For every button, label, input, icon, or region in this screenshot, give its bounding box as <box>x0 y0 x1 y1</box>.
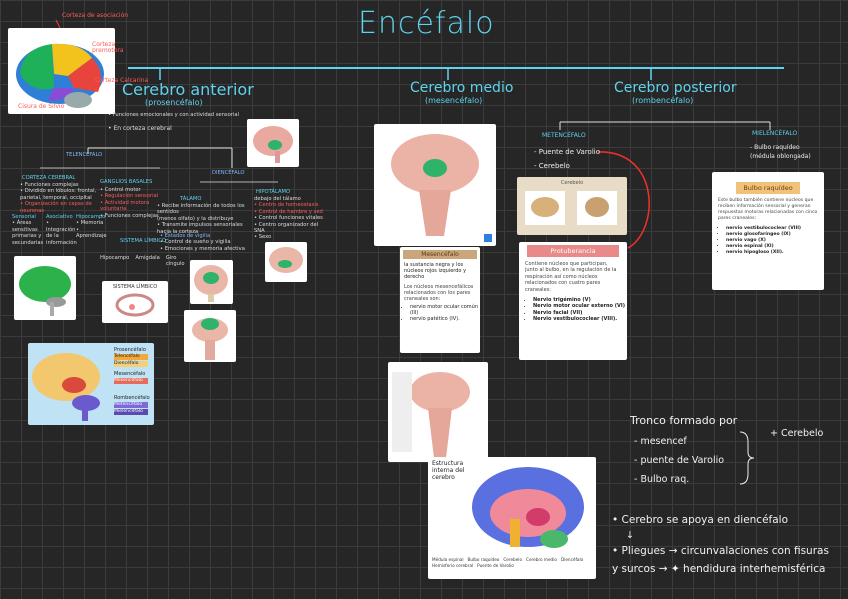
limbic-illustration <box>102 289 168 323</box>
mesencefalo-card-title: Mesencéfalo <box>403 250 477 259</box>
estructura-legend-item: Puente de Varolio <box>477 563 514 568</box>
sub-item: de la información <box>46 233 77 246</box>
sub-item: • Áreas sensitivas <box>12 220 38 233</box>
hipotalamo-item: • Control de hambre y sed <box>254 208 323 215</box>
cerebro-medio-title: Cerebro medio <box>410 80 514 96</box>
mesencefalo-card <box>400 247 480 353</box>
thalamus-image <box>190 260 233 304</box>
hipotalamo-item: • Centro organizador del SNA <box>254 221 319 235</box>
sub-list-c <box>76 214 108 240</box>
mesencephalon-image <box>374 124 496 246</box>
mesencefalo-card-p2: Los núcleos mesencefálicos relacionados con los pares craneales son: <box>404 284 474 302</box>
cerebro-posterior-subtitle: (rombencéfalo) <box>632 96 694 105</box>
telencefalo-heading: TELENCÉFALO <box>66 152 103 158</box>
bulbo-card <box>712 172 824 290</box>
talamo-extra-list <box>160 233 250 252</box>
bottom-note-2: • Pliegues → circunvalaciones con fisuras <box>612 545 829 557</box>
brain-sagittal-illustration <box>247 119 299 167</box>
protuberancia-item: • Nervio facial (VII) <box>533 310 627 316</box>
brainstem-image <box>388 362 488 462</box>
legend-prosencefalo: Prosencéfalo <box>114 347 146 353</box>
thalamus-illustration <box>190 260 233 304</box>
brain-divisions-image <box>28 343 154 425</box>
bulbo-list <box>726 226 824 256</box>
estructura-legend-item: Cerebelo <box>503 557 523 562</box>
hipotalamo-item: debajo del tálamo <box>254 196 301 202</box>
sub-item: Asociativo <box>46 214 73 220</box>
corteza-item: • Funciones complejas <box>20 182 79 188</box>
corteza-heading: CORTEZA CEREBRAL <box>22 175 76 181</box>
diencephalon-illustration <box>184 310 236 362</box>
cerebelo-illustration <box>517 185 627 235</box>
tronco-item: - Bulbo raq. <box>634 474 690 485</box>
mesencefalo-card-list <box>410 304 480 322</box>
bulbo-item: • nervio glosofaríngeo (IX) <box>726 232 824 238</box>
protuberancia-text: Contiene núcleos que participan, junto al bulbo, en la regulación de la respiración así como núcleos relacionados con cuatro pares craneales: <box>525 261 617 293</box>
bulbo-text: Este bulbo también contiene núcleos que reciben información sensorial y generan respuestas motoras relacionadas con cinco pares craneales: <box>718 198 818 221</box>
mesencephalon-illustration <box>374 124 496 246</box>
bottom-arrow: ↓ <box>626 530 634 541</box>
sistema-item: Hipocampo <box>100 255 130 261</box>
bulbo-item: • nervio espinal (XI) <box>726 244 824 250</box>
talamo-extra-item: • Emociones y memoria afectiva <box>160 245 245 252</box>
brain-label-asociacion: Corteza de asociación <box>62 12 129 19</box>
talamo-extra-item: • Control de sueño y vigilia <box>160 239 231 246</box>
sub-item: primarias y secundarias <box>12 233 44 246</box>
hipotalamo-heading: HIPOTÁLAMO <box>256 189 291 195</box>
tronco-list <box>634 432 724 489</box>
talamo-heading: TÁLAMO <box>180 196 202 202</box>
estructura-legend-item: Hemisferio cerebral <box>432 563 474 568</box>
bottom-note-3: y surcos → ✦ hendidura interhemisférica <box>612 563 826 575</box>
bottom-note-1: • Cerebro se apoya en diencéfalo <box>612 514 789 526</box>
brain-label-premotora: Corteza premotora <box>92 41 124 55</box>
bulbo-item: • nervio vestibulococlear (VIII) <box>726 226 824 232</box>
brain-sagittal-image <box>247 119 299 167</box>
hipotalamo-item: • Control funciones vitales <box>254 215 323 222</box>
talamo-item: • Recibe información de todos los sentidos <box>157 203 245 216</box>
hipotalamo-item: • Centro de homeostasis <box>254 202 319 209</box>
limbic-box-title: SISTEMA LÍMBICO <box>112 284 158 290</box>
brain-label-calcarina: Corteza Calcarina <box>95 77 149 84</box>
metencefalo-item: - Cerebelo <box>534 162 570 170</box>
legend-mielencefalo: Mielencéfalo <box>114 409 148 415</box>
protuberancia-item: • Nervio trigémino (V) <box>533 297 627 303</box>
tronco-title: Tronco formado por <box>630 414 738 427</box>
ganglios-heading: GANGLIOS BASALES <box>100 179 153 185</box>
cerebrum-image <box>14 256 76 320</box>
mielencefalo-item: (médula oblongada) <box>750 153 811 160</box>
metencefalo-list <box>534 145 600 173</box>
legend-diencefalo: Diencéfalo <box>114 361 148 367</box>
bulbo-item: • nervio hipogloso (XII). <box>726 250 824 256</box>
sub-list-a <box>12 214 46 246</box>
estructura-legend <box>432 557 594 568</box>
mielencefalo-item: - Bulbo raquídeo <box>750 144 800 151</box>
sistema-item: Amígdala <box>135 255 160 261</box>
bulbo-title: Bulbo raquídeo <box>736 182 800 194</box>
protuberancia-item: • Nervio motor ocular externo (VI) <box>533 303 627 309</box>
legend-mesencefalo: Mesencéfalo <box>114 371 146 377</box>
hipotalamo-item: • Sexo <box>254 234 272 241</box>
corteza-item: • Organización en capas de neuronas <box>20 201 92 214</box>
metencefalo-item: - Puente de Varolio <box>534 148 600 156</box>
talamo-list <box>157 203 247 235</box>
mesencefalo-card-item: • nervio motor ocular común (III) <box>410 304 480 316</box>
protuberancia-title: Protuberancia <box>527 245 619 257</box>
sub-item: • Aprendizaje <box>76 226 107 240</box>
talamo-item: • Transmite impulsos sensoriales <box>157 222 243 229</box>
protuberancia-item: • Nervio vestibulococlear (VIII). <box>533 316 627 322</box>
estructura-legend-item: Médula espinal <box>432 557 464 562</box>
sistema-limbico-image <box>102 281 168 323</box>
tronco-item: - mesencef <box>634 436 687 447</box>
cerebelo-label: Cerebelo <box>560 180 584 186</box>
legend-mesencefalo-box: Mesencéfalo <box>114 378 148 384</box>
bulbo-item: • nervio vago (X) <box>726 238 824 244</box>
brainstem-illustration <box>388 362 488 462</box>
cerebro-anterior-note-1: • Funciones emocionales y con actividad sensorial <box>108 112 239 118</box>
metencefalo-heading: METENCÉFALO <box>542 132 586 139</box>
tronco-item: - puente de Varolio <box>634 455 725 466</box>
corteza-list <box>20 182 98 214</box>
talamo-extra-item: • Estados de vigilia <box>160 233 211 239</box>
protuberancia-card <box>519 242 627 360</box>
mielencefalo-heading: MIELENCÉFALO <box>752 130 798 137</box>
cerebro-posterior-title: Cerebro posterior <box>614 80 737 96</box>
sub-item: Sensorial <box>12 214 36 220</box>
cerebrum-illustration <box>14 256 76 320</box>
ganglios-item: • Regulación sensorial <box>100 193 159 200</box>
mielencefalo-list <box>750 143 811 161</box>
sistema-items <box>100 255 185 268</box>
cerebro-anterior-title: Cerebro anterior <box>122 80 254 99</box>
hipotalamo-list <box>254 196 324 241</box>
diencefalo-heading: DIENCÉFALO <box>212 170 245 176</box>
cerebro-anterior-note-2: • En corteza cerebral <box>108 125 172 132</box>
protuberancia-list <box>533 297 627 323</box>
cerebro-medio-subtitle: (mesencéfalo) <box>425 96 483 105</box>
sub-item: Hipocampo <box>76 214 106 220</box>
hypothalamus-image <box>265 242 307 282</box>
estructura-image <box>428 457 596 579</box>
legend-metencefalo: Metencéfalo <box>114 402 148 408</box>
ganglios-item: • Control motor <box>100 187 141 193</box>
tronco-plus-cerebelo: + Cerebelo <box>770 428 824 439</box>
estructura-title: Estructura interna del cerebro <box>432 460 465 481</box>
estructura-legend-item: Bulbo raquídeo <box>467 557 500 562</box>
brain-label-silvio: Cisura de Silvio <box>18 103 65 110</box>
mesencefalo-card-item: • nervio patético (IV). <box>410 316 480 322</box>
sistema-limbico-heading: SISTEMA LÍMBICO <box>120 238 166 244</box>
hypothalamus-illustration <box>265 242 307 282</box>
talamo-item: hacia la corteza <box>157 228 199 235</box>
diencephalon-image <box>184 310 236 362</box>
ganglios-item: • Funciones complejas <box>100 212 159 219</box>
cerebelo-image <box>517 177 627 235</box>
cerebro-anterior-subtitle: (prosencéfalo) <box>145 98 203 107</box>
sub-item: • Memoria <box>76 220 104 227</box>
legend-telencefalo: Telencéfalo <box>114 354 148 360</box>
sub-item: • Integración <box>46 220 76 233</box>
page-title: Encéfalo <box>358 6 495 41</box>
legend-rombencefalo: Rombencéfalo <box>114 395 150 401</box>
estructura-legend-item: Cerebro medio <box>526 557 557 562</box>
mesencefalo-card-p1: la sustancia negra y los núcleos rojos izquierdo y derecho <box>404 262 467 280</box>
ganglios-item: • Actividad motora voluntaria <box>100 199 150 213</box>
talamo-item: (menos olfato) y la distribuye <box>157 215 234 222</box>
sistema-item: Giro cíngulo <box>165 255 185 268</box>
sub-list-b <box>46 214 76 246</box>
corteza-item: • Dividido en lóbulos: frontal, parietal, temporal, occipital <box>20 188 97 201</box>
estructura-legend-item: Diencéfalo <box>560 557 584 562</box>
